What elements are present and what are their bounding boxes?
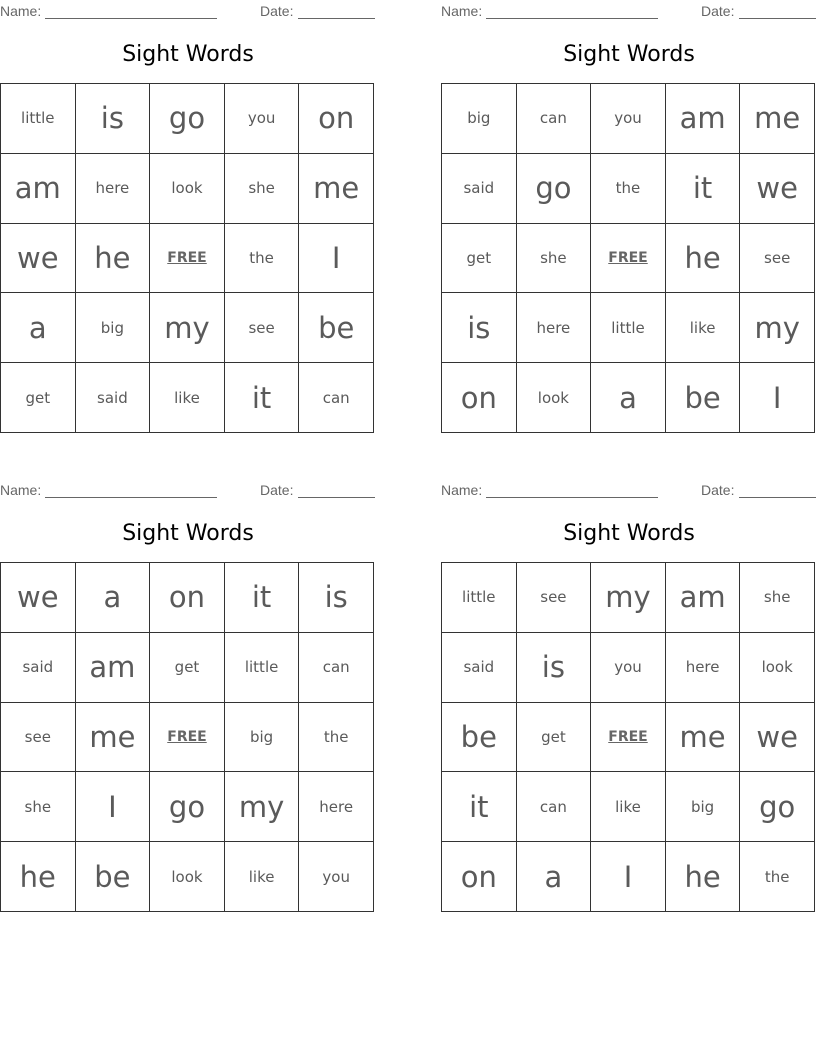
- word-cell: go: [150, 772, 225, 842]
- bingo-card: [0, 0, 376, 440]
- word-cell: I: [76, 772, 151, 842]
- date-label: Date:: [260, 482, 294, 498]
- word-cell: is: [517, 633, 592, 703]
- word-cell: be: [442, 703, 517, 773]
- word-cell: on: [442, 842, 517, 912]
- date-label: Date:: [260, 3, 294, 19]
- card-title: Sight Words: [563, 521, 695, 546]
- word-cell: on: [442, 363, 517, 433]
- word-cell: can: [299, 633, 374, 703]
- word-cell: can: [517, 772, 592, 842]
- free-space: FREE: [591, 703, 666, 773]
- word-cell: go: [150, 84, 225, 154]
- word-cell: am: [76, 633, 151, 703]
- word-cell: see: [225, 293, 300, 363]
- date-blank-line: [739, 18, 816, 19]
- word-cell: big: [225, 703, 300, 773]
- word-cell: it: [225, 363, 300, 433]
- word-cell: you: [225, 84, 300, 154]
- word-cell: look: [150, 842, 225, 912]
- word-cell: the: [299, 703, 374, 773]
- date-blank-line: [298, 18, 375, 19]
- word-cell: see: [517, 563, 592, 633]
- card-title: Sight Words: [122, 42, 254, 67]
- word-cell: here: [517, 293, 592, 363]
- word-cell: am: [666, 84, 741, 154]
- word-cell: she: [517, 224, 592, 294]
- name-blank-line: [486, 18, 658, 19]
- word-cell: here: [299, 772, 374, 842]
- word-cell: on: [150, 563, 225, 633]
- word-cell: said: [442, 633, 517, 703]
- word-cell: get: [150, 633, 225, 703]
- word-cell: he: [76, 224, 151, 294]
- word-cell: me: [666, 703, 741, 773]
- word-cell: she: [740, 563, 815, 633]
- name-label: Name:: [0, 482, 42, 498]
- word-cell: it: [442, 772, 517, 842]
- word-cell: little: [225, 633, 300, 703]
- word-cell: me: [299, 154, 374, 224]
- word-cell: get: [517, 703, 592, 773]
- word-cell: little: [442, 563, 517, 633]
- word-cell: can: [299, 363, 374, 433]
- word-cell: look: [740, 633, 815, 703]
- name-blank-line: [486, 497, 658, 498]
- free-space: FREE: [150, 224, 225, 294]
- word-cell: go: [740, 772, 815, 842]
- word-cell: go: [517, 154, 592, 224]
- card-header: [0, 3, 376, 19]
- word-cell: be: [76, 842, 151, 912]
- bingo-card: [441, 479, 816, 919]
- word-cell: here: [76, 154, 151, 224]
- word-cell: we: [1, 224, 76, 294]
- word-cell: it: [225, 563, 300, 633]
- word-cell: my: [225, 772, 300, 842]
- word-cell: here: [666, 633, 741, 703]
- word-cell: on: [299, 84, 374, 154]
- word-cell: a: [1, 293, 76, 363]
- word-cell: you: [591, 633, 666, 703]
- word-cell: little: [591, 293, 666, 363]
- name-label: Name:: [441, 3, 483, 19]
- free-space: FREE: [591, 224, 666, 294]
- word-cell: be: [666, 363, 741, 433]
- word-cell: we: [740, 154, 815, 224]
- card-title: Sight Words: [563, 42, 695, 67]
- word-cell: the: [740, 842, 815, 912]
- word-cell: look: [517, 363, 592, 433]
- name-label: Name:: [0, 3, 42, 19]
- bingo-grid: [0, 83, 374, 433]
- date-label: Date:: [701, 3, 735, 19]
- word-cell: be: [299, 293, 374, 363]
- word-cell: she: [225, 154, 300, 224]
- bingo-card: [441, 0, 816, 440]
- card-header: [441, 482, 816, 498]
- bingo-card: [0, 479, 376, 919]
- name-blank-line: [45, 18, 217, 19]
- word-cell: a: [591, 363, 666, 433]
- word-cell: she: [1, 772, 76, 842]
- word-cell: like: [591, 772, 666, 842]
- word-cell: am: [666, 563, 741, 633]
- word-cell: see: [1, 703, 76, 773]
- word-cell: is: [76, 84, 151, 154]
- word-cell: said: [442, 154, 517, 224]
- word-cell: the: [225, 224, 300, 294]
- name-label: Name:: [441, 482, 483, 498]
- word-cell: me: [740, 84, 815, 154]
- free-space: FREE: [150, 703, 225, 773]
- word-cell: see: [740, 224, 815, 294]
- word-cell: little: [1, 84, 76, 154]
- word-cell: my: [740, 293, 815, 363]
- word-cell: am: [1, 154, 76, 224]
- word-cell: like: [666, 293, 741, 363]
- word-cell: is: [442, 293, 517, 363]
- bingo-grid: [0, 562, 374, 912]
- word-cell: a: [76, 563, 151, 633]
- word-cell: a: [517, 842, 592, 912]
- card-header: [0, 482, 376, 498]
- word-cell: you: [299, 842, 374, 912]
- word-cell: he: [666, 842, 741, 912]
- word-cell: big: [442, 84, 517, 154]
- word-cell: get: [1, 363, 76, 433]
- word-cell: my: [150, 293, 225, 363]
- word-cell: can: [517, 84, 592, 154]
- word-cell: like: [225, 842, 300, 912]
- word-cell: my: [591, 563, 666, 633]
- date-blank-line: [298, 497, 375, 498]
- word-cell: big: [76, 293, 151, 363]
- word-cell: like: [150, 363, 225, 433]
- date-label: Date:: [701, 482, 735, 498]
- word-cell: look: [150, 154, 225, 224]
- bingo-grid: [441, 83, 815, 433]
- name-blank-line: [45, 497, 217, 498]
- word-cell: he: [666, 224, 741, 294]
- word-cell: said: [76, 363, 151, 433]
- word-cell: you: [591, 84, 666, 154]
- date-blank-line: [739, 497, 816, 498]
- word-cell: big: [666, 772, 741, 842]
- word-cell: I: [299, 224, 374, 294]
- word-cell: I: [591, 842, 666, 912]
- card-title: Sight Words: [122, 521, 254, 546]
- word-cell: me: [76, 703, 151, 773]
- word-cell: he: [1, 842, 76, 912]
- word-cell: get: [442, 224, 517, 294]
- word-cell: it: [666, 154, 741, 224]
- word-cell: I: [740, 363, 815, 433]
- card-header: [441, 3, 816, 19]
- word-cell: we: [1, 563, 76, 633]
- word-cell: the: [591, 154, 666, 224]
- bingo-grid: [441, 562, 815, 912]
- word-cell: is: [299, 563, 374, 633]
- word-cell: said: [1, 633, 76, 703]
- word-cell: we: [740, 703, 815, 773]
